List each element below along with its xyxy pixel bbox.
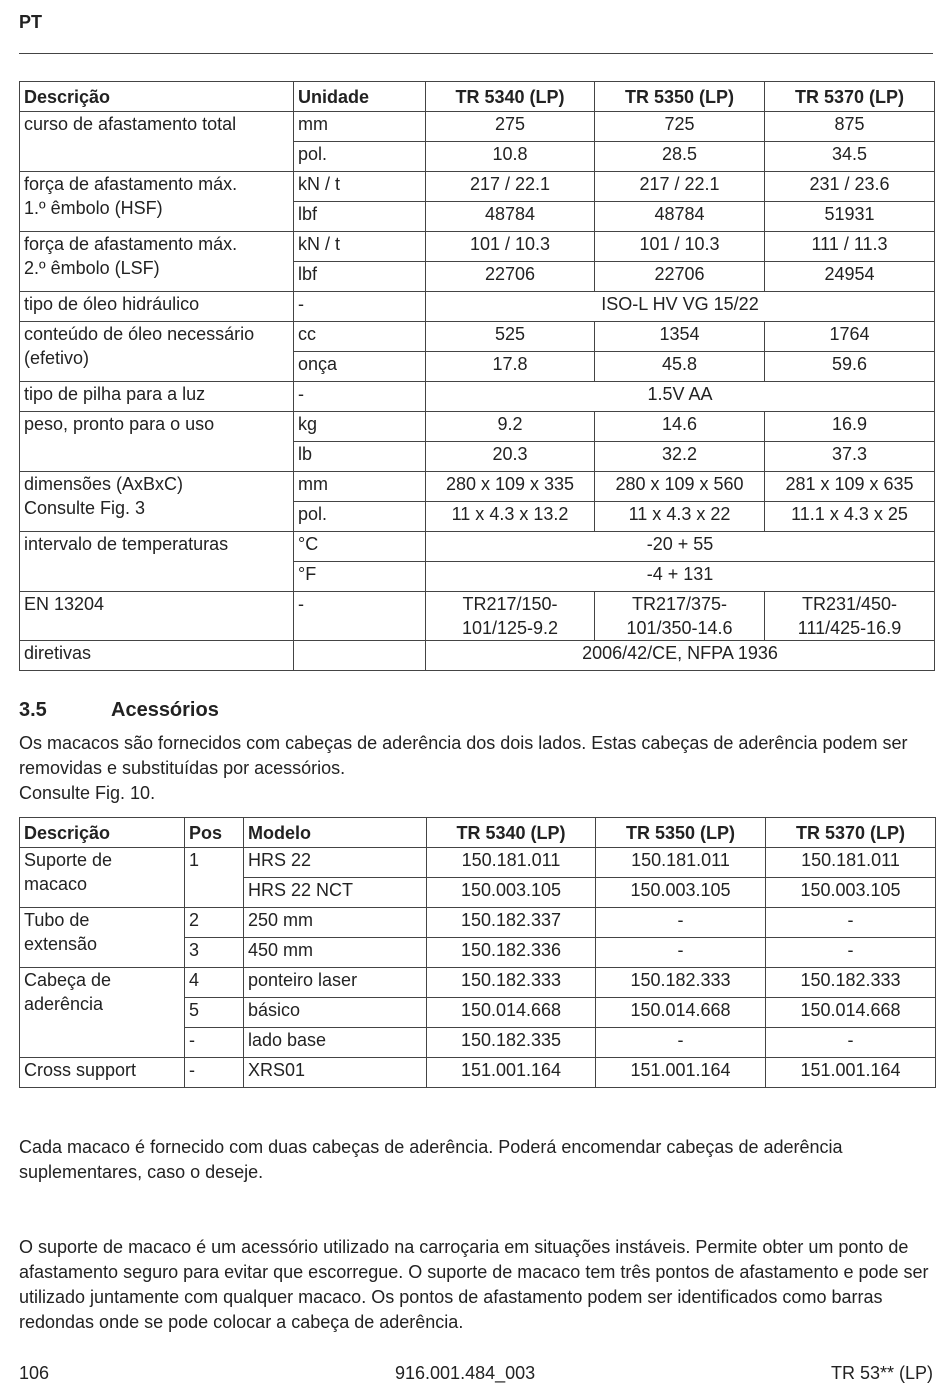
spec-value: 525 [426,322,595,352]
spec-value: 45.8 [595,352,765,382]
accessory-model: lado base [244,1028,427,1058]
accessory-part-number: 150.014.668 [596,998,766,1028]
specs-row [20,472,935,502]
spec-unit: °C [294,532,426,562]
spec-value: 1354 [595,322,765,352]
accessory-part-number: - [766,1028,936,1058]
spec-unit: kg [294,412,426,442]
spec-value: 231 / 23.6 [765,172,935,202]
spec-merged-value: -4 + 131 [426,562,935,592]
accessory-part-number: 150.181.011 [596,848,766,878]
spec-description: intervalo de temperaturas [20,532,294,592]
spec-value: 48784 [426,202,595,232]
specs-header-cell: TR 5340 (LP) [426,82,595,112]
spec-value: 1764 [765,322,935,352]
specs-header-cell: TR 5370 (LP) [765,82,935,112]
spec-description: tipo de óleo hidráulico [20,292,294,322]
spec-unit: - [294,592,426,641]
accessory-part-number: 150.003.105 [596,878,766,908]
accessories-header-cell: TR 5370 (LP) [766,818,936,848]
spec-value: 280 x 109 x 560 [595,472,765,502]
accessory-pos: - [185,1058,244,1088]
accessories-header-row [20,818,936,848]
spec-value: 17.8 [426,352,595,382]
spec-value: 101 / 10.3 [426,232,595,262]
spec-value: 725 [595,112,765,142]
accessories-header-cell: Modelo [244,818,427,848]
spec-value: 51931 [765,202,935,232]
spec-value: 34.5 [765,142,935,172]
accessory-part-number: 151.001.164 [766,1058,936,1088]
accessory-description: Tubo de extensão [20,908,185,968]
spec-description: força de afastamento máx. 2.º êmbolo (LSF) [20,232,294,292]
header-rule [19,53,933,54]
accessory-pos: 4 [185,968,244,998]
accessory-row [20,908,936,938]
spec-unit [294,641,426,671]
accessory-part-number: 151.001.164 [427,1058,596,1088]
spec-value: 20.3 [426,442,595,472]
accessory-part-number: 150.182.336 [427,938,596,968]
spec-unit: lb [294,442,426,472]
language-code: PT [19,12,43,32]
accessory-part-number: - [766,938,936,968]
accessory-model: 450 mm [244,938,427,968]
spec-description: peso, pronto para o uso [20,412,294,472]
spec-value: TR217/375- 101/350-14.6 [595,592,765,641]
accessory-model: 250 mm [244,908,427,938]
spec-merged-value: 2006/42/CE, NFPA 1936 [426,641,935,671]
intro-paragraph: Os macacos são fornecidos com cabeças de aderência dos dois lados. Estas cabeças de aderência podem ser removidas e substituídas por acessórios. Consulte Fig. 10. [19,733,908,803]
spec-unit: pol. [294,142,426,172]
spec-value: 281 x 109 x 635 [765,472,935,502]
spec-value: 14.6 [595,412,765,442]
accessories-header-cell: TR 5340 (LP) [427,818,596,848]
specs-row [20,641,935,671]
accessory-model: básico [244,998,427,1028]
accessory-part-number: - [766,908,936,938]
footer-doc-number: 916.001.484_003 [395,1363,536,1383]
spec-description: EN 13204 [20,592,294,641]
spec-unit: lbf [294,262,426,292]
specs-row [20,232,935,262]
specs-row [20,172,935,202]
specs-header-cell: Descrição [20,82,294,112]
spec-unit: pol. [294,502,426,532]
spec-value: 9.2 [426,412,595,442]
accessory-pos: 5 [185,998,244,1028]
accessory-description: Cabeça de aderência [20,968,185,1058]
spec-value: 11 x 4.3 x 22 [595,502,765,532]
accessory-description: Cross support [20,1058,185,1088]
spec-unit: kN / t [294,172,426,202]
spec-merged-value: ISO-L HV VG 15/22 [426,292,935,322]
spec-value: 10.8 [426,142,595,172]
spec-description: dimensões (AxBxC) Consulte Fig. 3 [20,472,294,532]
spec-value: 217 / 22.1 [426,172,595,202]
specs-row [20,382,935,412]
accessory-part-number: 150.181.011 [427,848,596,878]
accessory-model: HRS 22 NCT [244,878,427,908]
footer-page-number: 106 [19,1363,50,1383]
spec-value: 59.6 [765,352,935,382]
section-title: Acessórios [111,699,219,721]
spec-description: diretivas [20,641,294,671]
paragraph-jack-support: O suporte de macaco é um acessório utilizado na carroçaria em situações instáveis. Permite obter um ponto de afastamento seguro para evitar que escorregue. O suporte de macaco tem três pontos de afastamento e pode ser utilizado juntamente com qualquer macaco. Os pontos de afastamento podem ser identificados como barras redondas onde se pode colocar a cabeça de aderência. [19,1237,929,1332]
accessory-pos: 2 [185,908,244,938]
spec-value: 11 x 4.3 x 13.2 [426,502,595,532]
accessory-part-number: - [596,938,766,968]
spec-unit: cc [294,322,426,352]
accessory-part-number: 150.014.668 [427,998,596,1028]
spec-value: 48784 [595,202,765,232]
spec-value: 22706 [426,262,595,292]
spec-unit: kN / t [294,232,426,262]
accessory-pos: 1 [185,848,244,908]
specs-table [19,81,935,671]
spec-description: conteúdo de óleo necessário (efetivo) [20,322,294,382]
accessory-model: ponteiro laser [244,968,427,998]
accessory-model: XRS01 [244,1058,427,1088]
specs-header-row [20,82,935,112]
spec-unit: - [294,382,426,412]
spec-value: 22706 [595,262,765,292]
spec-unit: mm [294,112,426,142]
spec-value: 28.5 [595,142,765,172]
specs-row [20,592,935,641]
spec-merged-value: 1.5V AA [426,382,935,412]
accessories-header-cell: TR 5350 (LP) [596,818,766,848]
spec-unit: onça [294,352,426,382]
specs-header-cell: Unidade [294,82,426,112]
spec-description: curso de afastamento total [20,112,294,172]
accessory-part-number: 150.003.105 [766,878,936,908]
accessory-part-number: 150.182.337 [427,908,596,938]
spec-value: TR217/150- 101/125-9.2 [426,592,595,641]
spec-value: 101 / 10.3 [595,232,765,262]
accessory-part-number: 151.001.164 [596,1058,766,1088]
spec-value: 111 / 11.3 [765,232,935,262]
specs-row [20,532,935,562]
accessory-row [20,968,936,998]
accessory-row [20,1058,936,1088]
spec-description: força de afastamento máx. 1.º êmbolo (HSF) [20,172,294,232]
spec-value: 11.1 x 4.3 x 25 [765,502,935,532]
spec-value: 875 [765,112,935,142]
spec-unit: mm [294,472,426,502]
accessory-part-number: 150.003.105 [427,878,596,908]
accessories-header-cell: Pos [185,818,244,848]
spec-description: tipo de pilha para a luz [20,382,294,412]
spec-merged-value: -20 + 55 [426,532,935,562]
spec-value: 280 x 109 x 335 [426,472,595,502]
spec-value: 275 [426,112,595,142]
section-heading [19,699,219,722]
section-number: 3.5 [19,699,47,721]
specs-row [20,412,935,442]
spec-value: 16.9 [765,412,935,442]
accessory-part-number: 150.182.335 [427,1028,596,1058]
accessory-pos: - [185,1028,244,1058]
spec-unit: - [294,292,426,322]
paragraph-grip-heads: Cada macaco é fornecido com duas cabeças de aderência. Poderá encomendar cabeças de aderência suplementares, caso o deseje. [19,1137,843,1182]
accessory-part-number: 150.014.668 [766,998,936,1028]
footer-model: TR 53** (LP) [830,1363,933,1383]
accessory-part-number: 150.182.333 [766,968,936,998]
spec-value: 32.2 [595,442,765,472]
specs-row [20,292,935,322]
spec-value: 24954 [765,262,935,292]
accessories-header-cell: Descrição [20,818,185,848]
accessory-part-number: 150.182.333 [596,968,766,998]
spec-value: 217 / 22.1 [595,172,765,202]
accessory-part-number: - [596,908,766,938]
accessory-part-number: 150.182.333 [427,968,596,998]
specs-header-cell: TR 5350 (LP) [595,82,765,112]
accessory-part-number: 150.181.011 [766,848,936,878]
accessory-pos: 3 [185,938,244,968]
specs-row [20,112,935,142]
accessory-description: Suporte de macaco [20,848,185,908]
spec-unit: lbf [294,202,426,232]
spec-value: 37.3 [765,442,935,472]
spec-value: TR231/450- 111/425-16.9 [765,592,935,641]
accessory-model: HRS 22 [244,848,427,878]
accessory-row [20,848,936,878]
spec-unit: °F [294,562,426,592]
accessories-table [19,817,936,1088]
specs-row [20,322,935,352]
accessory-part-number: - [596,1028,766,1058]
